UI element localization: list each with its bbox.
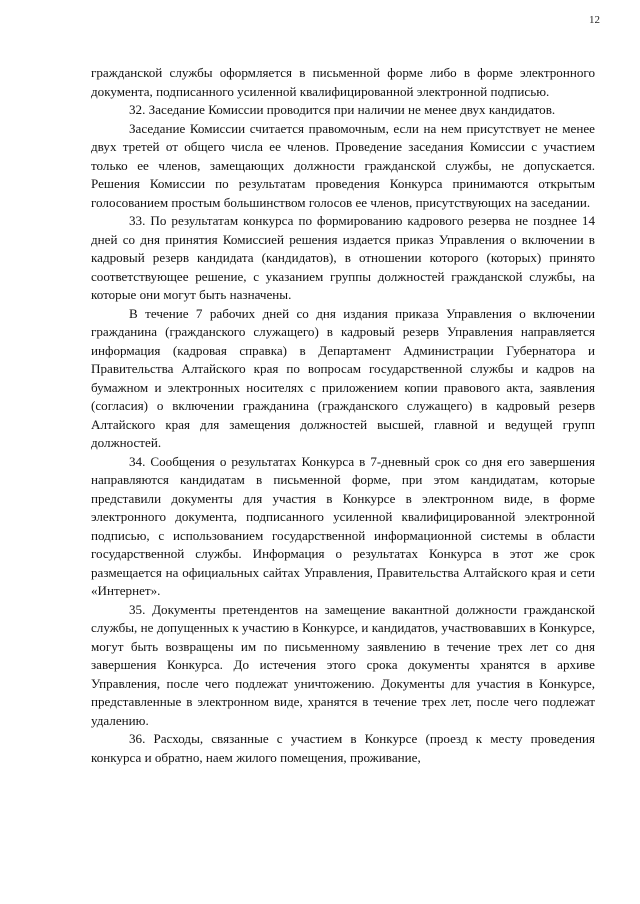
- paragraph: гражданской службы оформляется в письменной форме либо в форме электронного документа, подписанного усиленной квалифицированной электронной подписью.: [91, 65, 595, 99]
- paragraph: Заседание Комиссии считается правомочным, если на нем присутствует не менее двух третей от общего числа ее членов. Проведение заседания Комиссии с участием только ее членов, замещающих должности гражданской службы, не допускается. Решения Комиссии по результатам проведения Конкурса принимаются открытым голосованием простым большинством голосов ее членов, присутствующих на заседании.: [91, 120, 595, 210]
- paragraph-36: 36. Расходы, связанные с участием в Конкурсе (проезд к месту проведения конкурса и обратно, наем жилого помещения, проживание,: [91, 731, 595, 765]
- document-body: [91, 64, 595, 767]
- paragraph-33: 33. По результатам конкурса по формированию кадрового резерва не позднее 14 дней со дня принятия Комиссией решения издается приказ Управления о включении в кадровый резерв кандидата (кандидатов), в отношении которого (которых) принято соответствующее решение, с указанием группы должностей гражданской службы, на которые они могут быть назначены.: [91, 213, 595, 302]
- page-number: 12: [589, 14, 600, 26]
- paragraph: В течение 7 рабочих дней со дня издания приказа Управления о включении гражданина (гражданского служащего) в кадровый резерв Управления направляется информация (кадровая справка) в Департамент Администрации Губернатора и Правительства Алтайского края по вопросам государственной службы и кадров на бумажном и электронных носителях с приложением копии правового акта, заявления (согласия) о включении гражданина (гражданского служащего) в кадровый резерв Алтайского края для замещения должностей высшей, главной и ведущей групп должностей.: [91, 305, 595, 450]
- paragraph-35: 35. Документы претендентов на замещение вакантной должности гражданской службы, не допущенных к участию в Конкурсе, и кандидатов, участвовавших в Конкурсе, могут быть возвращены им по письменному заявлению в течение трех лет со дня завершения Конкурса. До истечения этого срока документы хранятся в архиве Управления, после чего подлежат уничтожению. Документы для участия в Конкурсе, представленные в электронном виде, хранятся в течение трех лет, после чего подлежат удалению.: [91, 601, 595, 728]
- paragraph-32: 32. Заседание Комиссии проводится при наличии не менее двух кандидатов.: [129, 102, 556, 117]
- paragraph-34: 34. Сообщения о результатах Конкурса в 7-дневный срок со дня его завершения направляются кандидатам в письменной форме, при этом кандидатам, которые представили документы для участия в Конкурсе в электронном виде, в форме электронного документа, подписанного усиленной квалифицированной электронной подписью, с использованием государственной информационной системы в области государственной службы. Информация о результатах Конкурса в этот же срок размещается на официальных сайтах Управления, Правительства Алтайского края и сети «Интернет».: [91, 453, 595, 598]
